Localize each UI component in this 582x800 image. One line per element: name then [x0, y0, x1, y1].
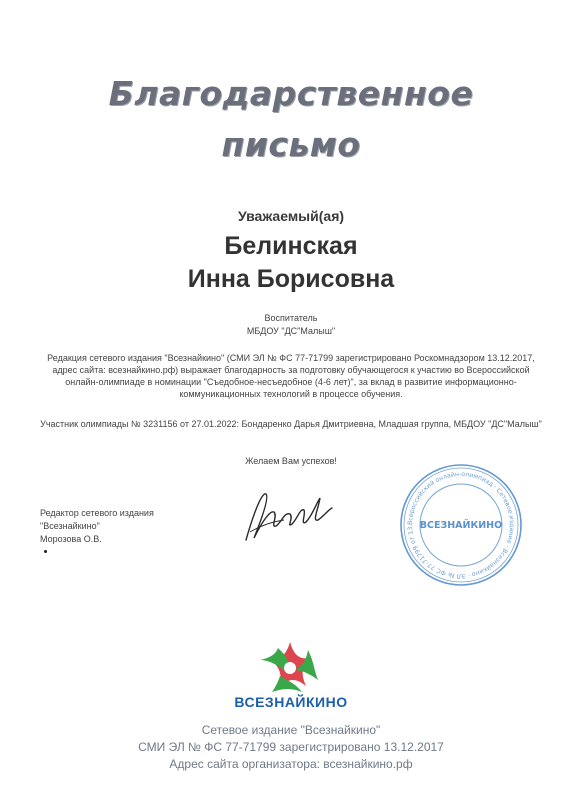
body-paragraph-1: Редакция сетевого издания "Всезнайкино" (СМИ ЭЛ № ФС 77-71799 зарегистрировано Роскомнадзором 13.12.2017, адрес сайта: всезнайкино.рф) выражает благодарность за подготовку обучающегося к участию во Всероссийской онлайн-олимпиаде в номинации "Съедобное-несъедобное (4-6 лет)", за вклад в развитие информационно-коммуникационных технологий в процессе обучения. — [47, 353, 535, 399]
stamp-ring-text: Всероссийский онлайн-олимпиад · Сетевое издание · Всезнайкино · ЭЛ № ФС 77-71799 от 13. — [406, 470, 516, 580]
wish-text: Желаем Вам успехов! — [245, 456, 337, 466]
body-paragraph-2: Участник олимпиады № 3231156 от 27.01.2022: Бондаренко Дарья Дмитриевна, Младшая группа, МБДОУ "ДС"Малыш" — [40, 419, 542, 429]
stamp-image — [398, 462, 524, 588]
title-line-1: Благодарственное — [108, 74, 474, 113]
logo-wordmark: ВСЕЗНАЙКИНО — [234, 694, 348, 710]
stamp-center-text: ВСЕЗНАЙКИНО — [419, 520, 503, 531]
recipient-given-names: Инна Борисовна — [187, 265, 395, 293]
editor-block — [40, 507, 154, 546]
footer-line-3: Адрес сайта организатора: всезнайкино.рф — [169, 757, 413, 771]
signature-image — [240, 482, 340, 552]
recipient-organization: МБДОУ "ДС"Малыш" — [246, 326, 336, 336]
ink-dot — [44, 550, 47, 553]
editor-line-1: Редактор сетевого издания — [40, 508, 154, 518]
recipient-surname: Белинская — [224, 232, 358, 260]
title-line-2: письмо — [221, 125, 361, 164]
footer-line-2: СМИ ЭЛ № ФС 77-71799 зарегистрировано 13.12.2017 — [138, 740, 444, 754]
recipient-position: Воспитатель — [264, 313, 318, 323]
footer-line-1: Сетевое издание "Всезнайкино" — [201, 723, 381, 737]
logo-star-icon — [250, 640, 330, 696]
editor-line-2: "Всезнайкино" — [40, 521, 100, 531]
editor-line-3: Морозова О.В. — [40, 534, 102, 544]
greeting: Уважаемый(ая) — [237, 208, 345, 224]
